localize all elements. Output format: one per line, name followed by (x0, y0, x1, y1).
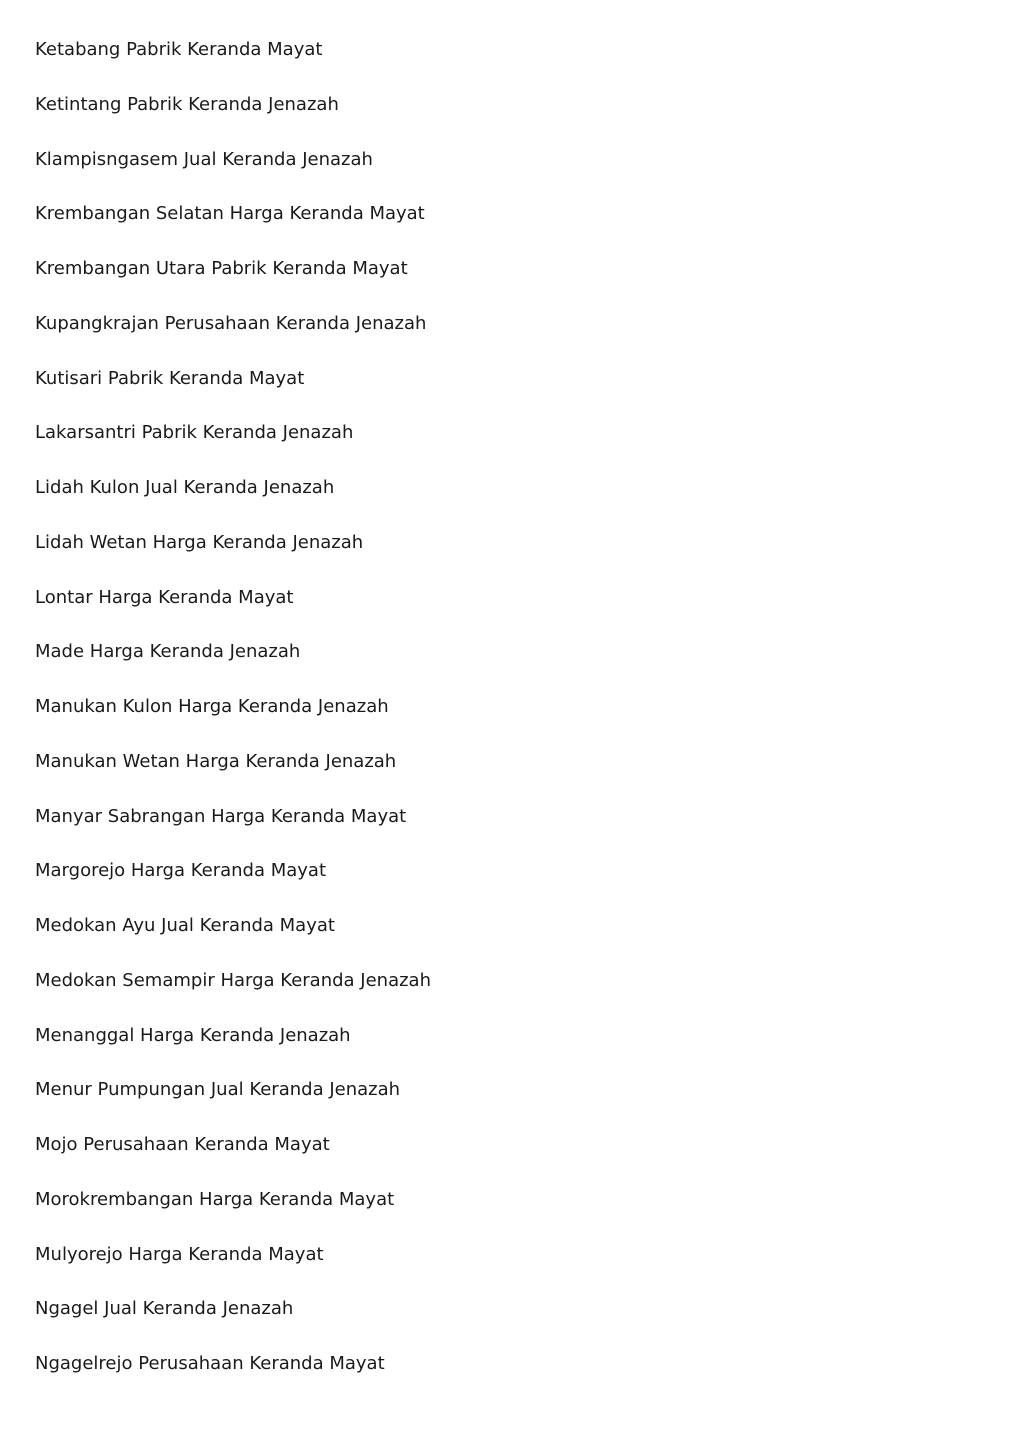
text-line-link[interactable]: Lontar Harga Keranda Mayat (35, 586, 294, 608)
text-line (35, 200, 431, 255)
text-line-link[interactable]: Medokan Ayu Jual Keranda Mayat (35, 915, 335, 936)
text-line (35, 1350, 431, 1405)
text-line-link[interactable]: Manukan Wetan Harga Keranda Jenazah (35, 750, 397, 772)
text-line (35, 91, 431, 146)
text-line (35, 857, 431, 912)
text-line (35, 1241, 431, 1296)
text-line-link[interactable]: Kupangkrajan Perusahaan Keranda Jenazah (35, 312, 427, 334)
text-line (35, 693, 431, 748)
text-line-link[interactable]: Kutisari Pabrik Keranda Mayat (35, 367, 305, 389)
text-line-link[interactable]: Medokan Semampir Harga Keranda Jenazah (35, 969, 431, 991)
text-line (35, 1022, 431, 1077)
text-line (35, 474, 431, 529)
text-line-link[interactable]: Krembangan Utara Pabrik Keranda Mayat (35, 258, 408, 279)
text-line-link[interactable]: Ngagel Jual Keranda Jenazah (35, 1298, 294, 1320)
text-line-link[interactable]: Menur Pumpungan Jual Keranda Jenazah (35, 1079, 401, 1101)
text-line (35, 36, 431, 91)
text-line-link[interactable]: Made Harga Keranda Jenazah (35, 641, 301, 663)
text-line (35, 803, 431, 858)
text-line (35, 1131, 431, 1186)
text-line-list (35, 36, 431, 1405)
text-line-link[interactable]: Morokrembangan Harga Keranda Mayat (35, 1188, 395, 1210)
text-line-link[interactable]: Menanggal Harga Keranda Jenazah (35, 1024, 351, 1046)
text-line (35, 1186, 431, 1241)
text-line (35, 584, 431, 639)
text-line-link[interactable]: Klampisngasem Jual Keranda Jenazah (35, 148, 373, 170)
text-line-link[interactable]: Lakarsantri Pabrik Keranda Jenazah (35, 422, 354, 444)
text-line-link[interactable]: Ketintang Pabrik Keranda Jenazah (35, 93, 339, 115)
text-line-link[interactable]: Margorejo Harga Keranda Mayat (35, 860, 327, 882)
text-line (35, 1076, 431, 1131)
text-line (35, 255, 431, 310)
text-line (35, 748, 431, 803)
text-line-link[interactable]: Mulyorejo Harga Keranda Mayat (35, 1243, 324, 1265)
text-line (35, 310, 431, 365)
text-line-link[interactable]: Ngagelrejo Perusahaan Keranda Mayat (35, 1353, 385, 1374)
text-line-link[interactable]: Manyar Sabrangan Harga Keranda Mayat (35, 805, 407, 827)
text-line (35, 529, 431, 584)
text-line (35, 912, 431, 967)
text-line-link[interactable]: Mojo Perusahaan Keranda Mayat (35, 1134, 330, 1155)
text-line-link[interactable]: Ketabang Pabrik Keranda Mayat (35, 39, 323, 60)
text-line (35, 365, 431, 420)
text-line (35, 967, 431, 1022)
text-line-link[interactable]: Lidah Kulon Jual Keranda Jenazah (35, 477, 335, 498)
text-line (35, 1295, 431, 1350)
text-line-link[interactable]: Manukan Kulon Harga Keranda Jenazah (35, 696, 389, 717)
text-line-link[interactable]: Krembangan Selatan Harga Keranda Mayat (35, 203, 425, 225)
text-line (35, 419, 431, 474)
text-line-link[interactable]: Lidah Wetan Harga Keranda Jenazah (35, 531, 364, 553)
text-line (35, 638, 431, 693)
text-line (35, 146, 431, 201)
